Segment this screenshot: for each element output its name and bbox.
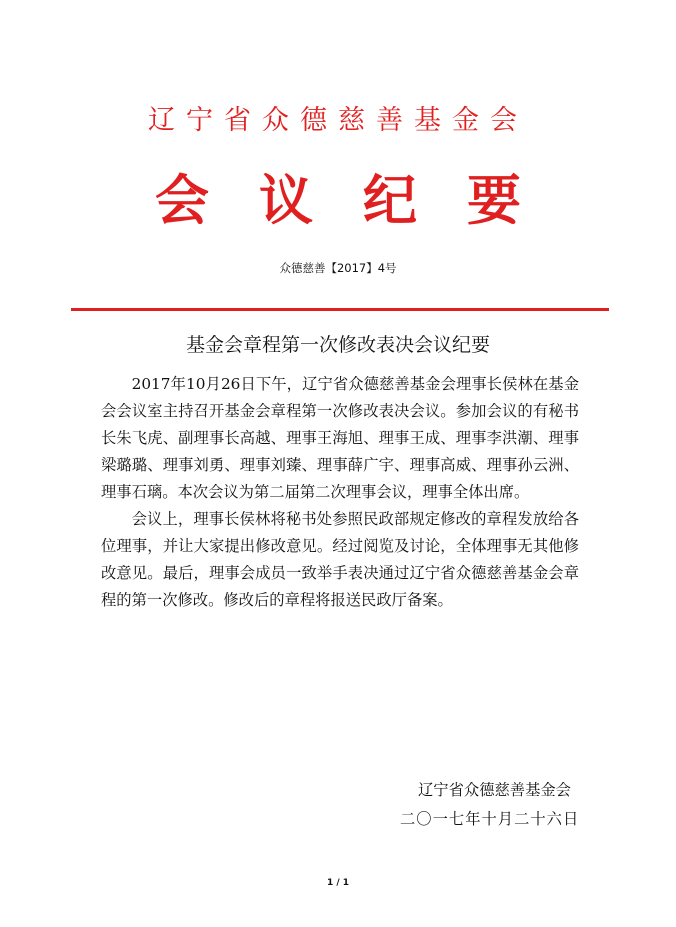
signature-date: 二〇一七年十月二十六日 bbox=[400, 810, 580, 828]
document-title: 基金会章程第一次修改表决会议纪要 bbox=[185, 334, 490, 356]
document-type-heading: 会议纪要 bbox=[155, 168, 571, 232]
org-name-header: 辽宁省众德慈善基金会 bbox=[148, 105, 528, 136]
document-body bbox=[101, 371, 579, 614]
body-paragraph-2: 会议上，理事长侯林将秘书处参照民政部规定修改的章程发放给各位理事，并让大家提出修改意见。经过阅览及讨论，全体理事无其他修改意见。最后，理事会成员一致举手表决通过辽宁省众德慈善基金会章程的第一次修改。修改后的章程将报送民政厅备案。 bbox=[101, 510, 579, 609]
signature-organization: 辽宁省众德慈善基金会 bbox=[418, 781, 571, 799]
red-divider-line bbox=[71, 308, 609, 311]
page-number: 1 / 1 bbox=[326, 878, 350, 888]
body-paragraph-1: 2017年10月26日下午，辽宁省众德慈善基金会理事长侯林在基金会会议室主持召开基金会章程第一次修改表决会议。参加会议的有秘书长朱飞虎、副理事长高越、理事王海旭、理事王成、理事李洪潮、理事梁璐璐、理事刘勇、理事刘臻、理事薛广宇、理事高威、理事孙云洲、理事石璃。本次会议为第二届第二次理事会议，理事全体出席。 bbox=[101, 375, 579, 501]
document-number: 众德慈善【2017】4号 bbox=[279, 261, 397, 275]
